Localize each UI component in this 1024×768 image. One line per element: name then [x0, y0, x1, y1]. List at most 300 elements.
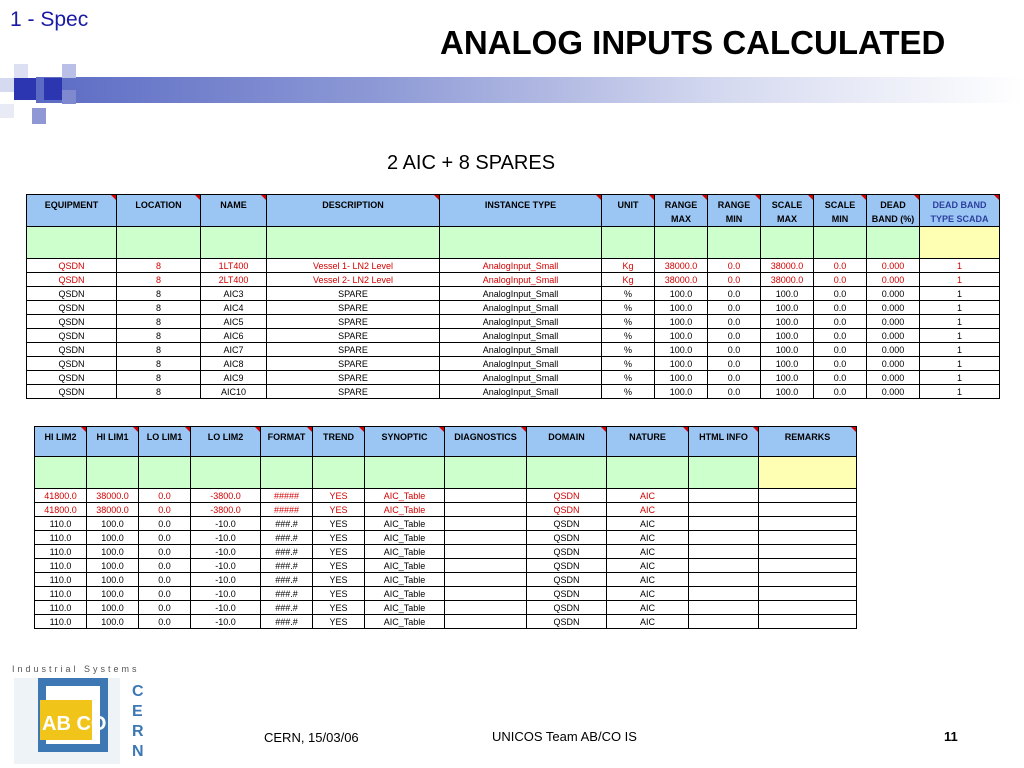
table-cell: AIC_Table [365, 615, 445, 629]
table-cell: QSDN [27, 329, 117, 343]
table-cell: 8 [117, 301, 201, 315]
table-cell: 100.0 [87, 615, 139, 629]
table-cell: AnalogInput_Small [440, 385, 602, 399]
table-cell: AIC [607, 503, 689, 517]
table-cell: % [602, 343, 655, 357]
comment-marker-icon [133, 427, 138, 432]
table-cell [689, 587, 759, 601]
comment-marker-icon [753, 427, 758, 432]
table-cell: 100.0 [87, 531, 139, 545]
table-cell [689, 545, 759, 559]
table-cell: 100.0 [761, 301, 814, 315]
comment-marker-icon [851, 427, 856, 432]
table-cell: AnalogInput_Small [440, 371, 602, 385]
table-cell [759, 489, 857, 503]
table-cell: Vessel 1- LN2 Level [267, 259, 440, 273]
table-cell: SPARE [267, 315, 440, 329]
empty-cell [191, 457, 261, 489]
table-cell: 0.0 [708, 329, 761, 343]
header-line: EQUIPMENT [44, 200, 99, 210]
table-row [35, 503, 857, 517]
table-cell: AIC [607, 601, 689, 615]
analog-limits-table [34, 426, 857, 629]
table-cell: Vessel 2- LN2 Level [267, 273, 440, 287]
table-cell: SPARE [267, 385, 440, 399]
table-cell: 100.0 [655, 287, 708, 301]
header-line: HI LIM1 [96, 432, 129, 442]
table-cell: 0.0 [139, 545, 191, 559]
table-cell: 100.0 [87, 601, 139, 615]
table-cell: % [602, 301, 655, 315]
header-line: LO LIM1 [146, 432, 183, 442]
table-cell: AIC [607, 615, 689, 629]
table-cell: ###.# [261, 615, 313, 629]
table-cell: QSDN [527, 615, 607, 629]
table-cell: 8 [117, 315, 201, 329]
comment-marker-icon [439, 427, 444, 432]
slide-title: ANALOG INPUTS CALCULATED [440, 24, 946, 61]
empty-cell [261, 457, 313, 489]
table-cell: QSDN [27, 343, 117, 357]
table-cell: 1 [920, 315, 1000, 329]
table-row [27, 315, 1000, 329]
table-cell: 0.0 [814, 371, 867, 385]
table-cell: 8 [117, 259, 201, 273]
table-cell: ###.# [261, 545, 313, 559]
table-row [35, 573, 857, 587]
table-cell: -10.0 [191, 545, 261, 559]
table-row [27, 259, 1000, 273]
table-cell: -3800.0 [191, 489, 261, 503]
table-cell [689, 489, 759, 503]
empty-cell [27, 227, 117, 259]
table-cell: 8 [117, 273, 201, 287]
svg-text:Industrial Systems: Industrial Systems [12, 664, 140, 674]
table-cell: AIC_Table [365, 531, 445, 545]
table-cell: 0.0 [139, 489, 191, 503]
comment-marker-icon [111, 195, 116, 200]
header-line: UNIT [617, 200, 639, 210]
table-cell: AnalogInput_Small [440, 301, 602, 315]
table-row [27, 273, 1000, 287]
table-cell: 100.0 [761, 315, 814, 329]
table-cell: 8 [117, 357, 201, 371]
table-cell: 0.000 [867, 329, 920, 343]
table-cell: SPARE [267, 371, 440, 385]
table-cell: QSDN [27, 357, 117, 371]
footer-team: UNICOS Team AB/CO IS [492, 729, 637, 744]
table-cell: AIC4 [201, 301, 267, 315]
table-cell: YES [313, 531, 365, 545]
table-row [27, 329, 1000, 343]
empty-cell [708, 227, 761, 259]
table-cell: 0.0 [814, 301, 867, 315]
empty-cell [814, 227, 867, 259]
table-cell: AIC8 [201, 357, 267, 371]
table-cell: ###.# [261, 517, 313, 531]
empty-cell [445, 457, 527, 489]
table-spacer-row [27, 227, 1000, 259]
header-line: MIN [725, 214, 743, 224]
header-line: BAND (%) [871, 214, 915, 224]
table-cell: 0.000 [867, 259, 920, 273]
table-cell [445, 559, 527, 573]
table-cell: AnalogInput_Small [440, 329, 602, 343]
table-cell: 41800.0 [35, 489, 87, 503]
table-cell [689, 573, 759, 587]
table-cell: 100.0 [87, 587, 139, 601]
table-cell: 0.0 [814, 287, 867, 301]
table-cell: 100.0 [87, 545, 139, 559]
table-cell: 0.000 [867, 301, 920, 315]
column-header [602, 195, 655, 227]
table-cell: SPARE [267, 329, 440, 343]
header-line: MAX [777, 214, 797, 224]
table-cell: 110.0 [35, 545, 87, 559]
header-line: DOMAIN [548, 432, 585, 442]
table-cell: AIC_Table [365, 601, 445, 615]
header-line: LO LIM2 [207, 432, 244, 442]
table-cell: QSDN [27, 315, 117, 329]
table-cell [445, 531, 527, 545]
table-cell: YES [313, 545, 365, 559]
empty-cell [920, 227, 1000, 259]
table-cell: AIC3 [201, 287, 267, 301]
comment-marker-icon [434, 195, 439, 200]
header-line: SCALE [771, 200, 803, 210]
table-cell [445, 573, 527, 587]
table-row [35, 615, 857, 629]
table-row [27, 371, 1000, 385]
table-row [27, 385, 1000, 399]
table-cell [445, 615, 527, 629]
comment-marker-icon [702, 195, 707, 200]
table-cell: 41800.0 [35, 503, 87, 517]
table-cell: 0.0 [814, 329, 867, 343]
empty-cell [761, 227, 814, 259]
table-cell: -10.0 [191, 587, 261, 601]
table-cell: 0.0 [139, 601, 191, 615]
comment-marker-icon [185, 427, 190, 432]
table-cell: AnalogInput_Small [440, 273, 602, 287]
svg-text:R: R [132, 723, 144, 740]
column-header [261, 427, 313, 457]
table-row [27, 343, 1000, 357]
table-cell: AIC_Table [365, 587, 445, 601]
comment-marker-icon [649, 195, 654, 200]
table-cell: 100.0 [761, 357, 814, 371]
empty-cell [139, 457, 191, 489]
table-cell: 110.0 [35, 615, 87, 629]
table-cell: 0.0 [814, 343, 867, 357]
abco-cern-logo [10, 660, 180, 765]
column-header [527, 427, 607, 457]
table-cell: 110.0 [35, 601, 87, 615]
table-cell: QSDN [527, 573, 607, 587]
column-header [117, 195, 201, 227]
empty-cell [689, 457, 759, 489]
table-cell: QSDN [527, 545, 607, 559]
table-cell: % [602, 315, 655, 329]
table-cell [445, 489, 527, 503]
header-line: MAX [671, 214, 691, 224]
header-line: NAME [220, 200, 247, 210]
table-cell: 38000.0 [761, 273, 814, 287]
table-row [35, 559, 857, 573]
table-cell: 100.0 [761, 329, 814, 343]
table-cell: AnalogInput_Small [440, 343, 602, 357]
table-cell: AIC [607, 517, 689, 531]
table-cell: 0.000 [867, 315, 920, 329]
table-cell: AIC [607, 573, 689, 587]
table-cell: YES [313, 517, 365, 531]
header-line: DEAD [880, 200, 906, 210]
table-cell: 0.0 [708, 371, 761, 385]
table-cell: % [602, 371, 655, 385]
table-cell: 0.000 [867, 371, 920, 385]
empty-cell [87, 457, 139, 489]
table-cell: 0.0 [708, 343, 761, 357]
table-cell: YES [313, 489, 365, 503]
table-cell: YES [313, 587, 365, 601]
table-row [35, 531, 857, 545]
table-cell [759, 531, 857, 545]
column-header [445, 427, 527, 457]
comment-marker-icon [596, 195, 601, 200]
table-cell: AIC6 [201, 329, 267, 343]
analog-inputs-table [26, 194, 1000, 399]
table-row [35, 489, 857, 503]
table-cell: -3800.0 [191, 503, 261, 517]
empty-cell [201, 227, 267, 259]
header-line: NATURE [629, 432, 666, 442]
header-line: RANGE [664, 200, 698, 210]
table-cell: 0.0 [708, 315, 761, 329]
table-cell: ###.# [261, 573, 313, 587]
table-row [27, 301, 1000, 315]
table-cell: AIC [607, 545, 689, 559]
header-line: DESCRIPTION [322, 200, 384, 210]
table-cell: 0.000 [867, 385, 920, 399]
table-cell: AIC_Table [365, 503, 445, 517]
table-cell: 100.0 [761, 371, 814, 385]
table-cell: 38000.0 [655, 259, 708, 273]
header-line: REMARKS [784, 432, 831, 442]
table-cell: 1 [920, 287, 1000, 301]
table-cell: AIC [607, 531, 689, 545]
table-cell: 100.0 [761, 343, 814, 357]
table-spacer-row [35, 457, 857, 489]
table-cell: -10.0 [191, 615, 261, 629]
table-cell: 100.0 [761, 385, 814, 399]
empty-cell [267, 227, 440, 259]
table-cell [759, 559, 857, 573]
table-cell: 0.0 [814, 273, 867, 287]
table-cell: AnalogInput_Small [440, 287, 602, 301]
table-cell: YES [313, 559, 365, 573]
column-header [87, 427, 139, 457]
table-cell: 1 [920, 329, 1000, 343]
table-cell: ###.# [261, 559, 313, 573]
svg-text:C: C [132, 683, 144, 700]
table-cell: 1 [920, 371, 1000, 385]
table-cell: QSDN [27, 301, 117, 315]
table-cell [689, 503, 759, 517]
table-cell: YES [313, 615, 365, 629]
table-cell [445, 601, 527, 615]
table-cell: 0.0 [814, 357, 867, 371]
comment-marker-icon [255, 427, 260, 432]
empty-cell [867, 227, 920, 259]
table-cell: 100.0 [655, 315, 708, 329]
table-cell: ###.# [261, 587, 313, 601]
empty-cell [602, 227, 655, 259]
table-cell: 0.0 [814, 259, 867, 273]
table-cell: 0.0 [814, 315, 867, 329]
table-cell: AIC [607, 489, 689, 503]
table-cell [759, 573, 857, 587]
table-cell: % [602, 287, 655, 301]
table-cell [689, 559, 759, 573]
table-cell: AIC5 [201, 315, 267, 329]
table-cell [445, 517, 527, 531]
table-cell: ##### [261, 503, 313, 517]
slide-subtitle: 2 AIC + 8 SPARES [387, 152, 556, 174]
table-cell: QSDN [27, 259, 117, 273]
column-header [761, 195, 814, 227]
empty-cell [655, 227, 708, 259]
table-cell: -10.0 [191, 531, 261, 545]
table-row [35, 545, 857, 559]
column-header [814, 195, 867, 227]
column-header [920, 195, 1000, 227]
table-row [27, 357, 1000, 371]
table-cell: AIC [607, 559, 689, 573]
table-cell [445, 545, 527, 559]
empty-cell [35, 457, 87, 489]
table-cell: 38000.0 [761, 259, 814, 273]
table-cell: 110.0 [35, 531, 87, 545]
table-cell: 2LT400 [201, 273, 267, 287]
table-cell: QSDN [27, 287, 117, 301]
table-cell: AnalogInput_Small [440, 259, 602, 273]
table-cell: AIC_Table [365, 559, 445, 573]
table-cell: SPARE [267, 287, 440, 301]
table-cell: % [602, 357, 655, 371]
table-cell: QSDN [27, 385, 117, 399]
header-line: FORMAT [267, 432, 306, 442]
table-cell: AIC_Table [365, 545, 445, 559]
table-cell: 0.0 [814, 385, 867, 399]
table-cell [759, 587, 857, 601]
comment-marker-icon [261, 195, 266, 200]
table-cell: 110.0 [35, 587, 87, 601]
table-cell: -10.0 [191, 573, 261, 587]
column-header [313, 427, 365, 457]
table-cell: 0.000 [867, 357, 920, 371]
table-cell: 0.0 [139, 503, 191, 517]
table-cell: 38000.0 [87, 503, 139, 517]
table-header-row [27, 195, 1000, 227]
header-line: LOCATION [135, 200, 182, 210]
column-header [267, 195, 440, 227]
header-line: RANGE [717, 200, 751, 210]
table-cell: 0.0 [139, 587, 191, 601]
table-cell: 100.0 [761, 287, 814, 301]
empty-cell [117, 227, 201, 259]
table-cell [759, 503, 857, 517]
table-cell: QSDN [527, 517, 607, 531]
header-line: MIN [831, 214, 849, 224]
table-cell: QSDN [527, 489, 607, 503]
empty-cell [313, 457, 365, 489]
comment-marker-icon [683, 427, 688, 432]
footer-date: CERN, 15/03/06 [264, 730, 359, 745]
table-cell: ##### [261, 489, 313, 503]
column-header [139, 427, 191, 457]
comment-marker-icon [914, 195, 919, 200]
header-line: SCALE [824, 200, 856, 210]
comment-marker-icon [808, 195, 813, 200]
table-cell: -10.0 [191, 601, 261, 615]
table-cell: -10.0 [191, 517, 261, 531]
table-cell: QSDN [27, 371, 117, 385]
table-cell: 100.0 [87, 559, 139, 573]
table-cell: 1 [920, 301, 1000, 315]
table-cell: YES [313, 503, 365, 517]
empty-cell [365, 457, 445, 489]
table-cell: 110.0 [35, 559, 87, 573]
comment-marker-icon [755, 195, 760, 200]
table-cell: 0.000 [867, 287, 920, 301]
table-cell [759, 601, 857, 615]
table-cell: AIC_Table [365, 489, 445, 503]
table-cell: 100.0 [655, 301, 708, 315]
table-cell: 100.0 [655, 329, 708, 343]
table-cell: 0.0 [708, 259, 761, 273]
table-cell: SPARE [267, 301, 440, 315]
table-cell: AnalogInput_Small [440, 315, 602, 329]
table-cell: 0.0 [139, 531, 191, 545]
table-cell: YES [313, 573, 365, 587]
page-number: 11 [944, 729, 958, 744]
comment-marker-icon [521, 427, 526, 432]
table-cell: 8 [117, 287, 201, 301]
header-line: HTML INFO [699, 432, 748, 442]
column-header [201, 195, 267, 227]
header-line: HI LIM2 [44, 432, 77, 442]
table-cell: 0.000 [867, 273, 920, 287]
table-cell: 0.0 [708, 287, 761, 301]
table-cell: 8 [117, 385, 201, 399]
column-header [35, 427, 87, 457]
svg-text:N: N [132, 743, 144, 760]
table-cell: ###.# [261, 531, 313, 545]
table-row [35, 517, 857, 531]
table-cell: QSDN [527, 503, 607, 517]
table-cell [759, 545, 857, 559]
table-cell: % [602, 385, 655, 399]
table-cell: -10.0 [191, 559, 261, 573]
table-cell: 1LT400 [201, 259, 267, 273]
table-cell: AIC10 [201, 385, 267, 399]
empty-cell [607, 457, 689, 489]
table-cell: QSDN [527, 531, 607, 545]
table-cell: 1 [920, 259, 1000, 273]
table-row [27, 287, 1000, 301]
comment-marker-icon [601, 427, 606, 432]
table-cell: 0.0 [139, 573, 191, 587]
